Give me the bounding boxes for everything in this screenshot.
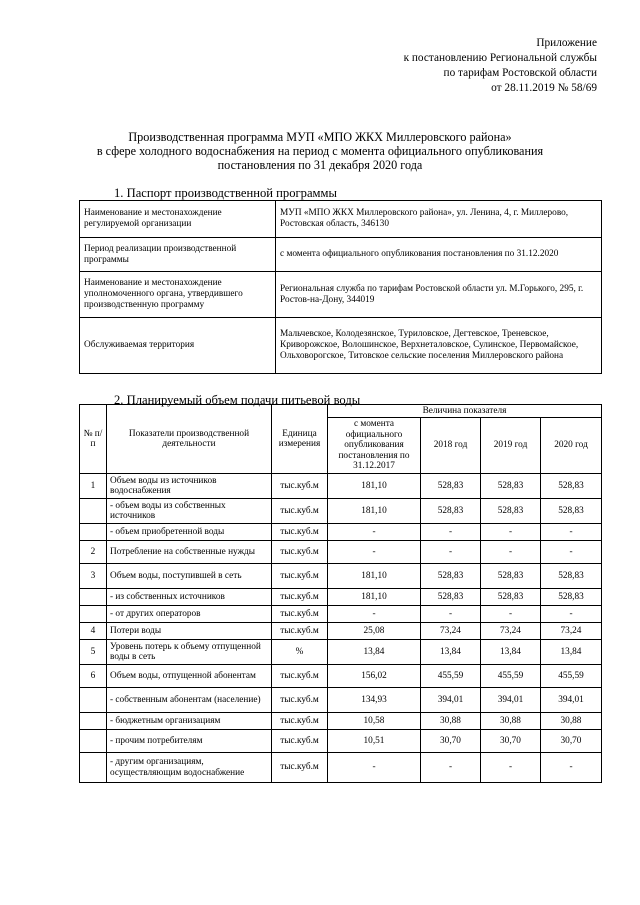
passport-label: Наименование и местонахождение регулируемой организации [80, 201, 276, 238]
row-num: 5 [80, 640, 107, 665]
row-value-2018: 528,83 [421, 589, 481, 606]
row-unit: тыс.куб.м [272, 606, 328, 623]
table-row [80, 730, 602, 753]
passport-row [80, 272, 602, 318]
row-unit: тыс.куб.м [272, 688, 328, 713]
row-value-2020: 528,83 [541, 564, 602, 589]
passport-value: Региональная служба по тарифам Ростовской области ул. М.Горького, 295, г. Ростов-на-Дону, 344019 [276, 272, 602, 318]
table-row [80, 499, 602, 524]
row-num [80, 713, 107, 730]
table-row [80, 606, 602, 623]
appendix-header [404, 36, 597, 96]
table-row [80, 564, 602, 589]
row-value-2020: 30,70 [541, 730, 602, 753]
row-value-2020: 30,88 [541, 713, 602, 730]
row-value-2020: 394,01 [541, 688, 602, 713]
volume-table [79, 404, 602, 783]
table-row [80, 474, 602, 499]
table-row [80, 541, 602, 564]
row-value-2018: 528,83 [421, 474, 481, 499]
row-value-2019: - [481, 524, 541, 541]
table-row [80, 589, 602, 606]
row-unit: тыс.куб.м [272, 753, 328, 783]
row-unit: % [272, 640, 328, 665]
row-indicator: - бюджетным организациям [107, 713, 272, 730]
row-value-2020: - [541, 753, 602, 783]
row-value-2018: - [421, 753, 481, 783]
row-value-2018: 528,83 [421, 499, 481, 524]
row-unit: тыс.куб.м [272, 730, 328, 753]
row-value-2018: - [421, 524, 481, 541]
title-line: постановления по 31 декабря 2020 года [217, 158, 423, 172]
row-indicator: Уровень потерь к объему отпущенной воды в сеть [107, 640, 272, 665]
row-value-period: 25,08 [328, 623, 421, 640]
table-row [80, 665, 602, 688]
table-row [80, 623, 602, 640]
passport-row [80, 201, 602, 238]
row-value-period: 134,93 [328, 688, 421, 713]
row-indicator: Объем воды, отпущенной абонентам [107, 665, 272, 688]
row-value-period: 181,10 [328, 589, 421, 606]
row-unit: тыс.куб.м [272, 713, 328, 730]
row-value-2018: 394,01 [421, 688, 481, 713]
row-num: 3 [80, 564, 107, 589]
title-line: в сфере холодного водоснабжения на период с момента официального опубликования [96, 144, 544, 158]
row-value-period: 181,10 [328, 474, 421, 499]
header-2020: 2020 год [541, 418, 602, 474]
row-num [80, 730, 107, 753]
header-group: Величина показателя [328, 405, 602, 418]
header-2019: 2019 год [481, 418, 541, 474]
row-value-2020: - [541, 541, 602, 564]
row-value-2019: 73,24 [481, 623, 541, 640]
table-row [80, 524, 602, 541]
row-num [80, 589, 107, 606]
row-value-2019: 455,59 [481, 665, 541, 688]
row-value-period: - [328, 524, 421, 541]
row-value-2018: - [421, 541, 481, 564]
document-title [60, 130, 580, 172]
passport-label: Период реализации производственной программы [80, 238, 276, 272]
header-period: с момента официального опубликования постановления по 31.12.2017 [328, 418, 421, 474]
row-value-2019: 528,83 [481, 564, 541, 589]
passport-value: Мальчевское, Колодезянское, Туриловское, Дегтевское, Треневское, Криворожское, Волошинское, Верхнеталовское, Сулинское, Первомайское, Ольховорогское, Титовское сельские поселения Миллеровского района [276, 318, 602, 374]
header-unit: Единица измерения [272, 405, 328, 474]
row-value-2019: 30,70 [481, 730, 541, 753]
row-value-2019: 30,88 [481, 713, 541, 730]
row-indicator: - собственным абонентам (население) [107, 688, 272, 713]
row-value-period: 13,84 [328, 640, 421, 665]
row-value-2020: 528,83 [541, 499, 602, 524]
row-unit: тыс.куб.м [272, 499, 328, 524]
row-value-2018: 30,70 [421, 730, 481, 753]
header-2018: 2018 год [421, 418, 481, 474]
row-value-2019: - [481, 606, 541, 623]
row-value-2018: 455,59 [421, 665, 481, 688]
row-unit: тыс.куб.м [272, 564, 328, 589]
row-num: 6 [80, 665, 107, 688]
row-value-2018: 13,84 [421, 640, 481, 665]
row-num [80, 499, 107, 524]
passport-table [79, 200, 602, 374]
row-unit: тыс.куб.м [272, 474, 328, 499]
row-unit: тыс.куб.м [272, 541, 328, 564]
row-value-2018: 528,83 [421, 564, 481, 589]
row-value-period: - [328, 541, 421, 564]
row-unit: тыс.куб.м [272, 623, 328, 640]
row-value-period: 156,02 [328, 665, 421, 688]
row-indicator: - объем воды из собственных источников [107, 499, 272, 524]
row-value-2020: - [541, 606, 602, 623]
row-value-2019: 528,83 [481, 589, 541, 606]
row-value-period: 10,58 [328, 713, 421, 730]
row-value-2018: 30,88 [421, 713, 481, 730]
row-value-period: 181,10 [328, 564, 421, 589]
row-indicator: Объем воды из источников водоснабжения [107, 474, 272, 499]
row-value-2020: 455,59 [541, 665, 602, 688]
row-value-2020: 13,84 [541, 640, 602, 665]
row-value-2019: - [481, 541, 541, 564]
passport-row [80, 238, 602, 272]
row-value-period: 181,10 [328, 499, 421, 524]
row-num [80, 753, 107, 783]
appendix-line: Приложение [536, 37, 597, 49]
row-value-2020: 528,83 [541, 474, 602, 499]
row-indicator: - от других операторов [107, 606, 272, 623]
row-num [80, 524, 107, 541]
row-value-period: 10,51 [328, 730, 421, 753]
passport-value: с момента официального опубликования постановления по 31.12.2020 [276, 238, 602, 272]
row-indicator: Объем воды, поступившей в сеть [107, 564, 272, 589]
row-value-period: - [328, 753, 421, 783]
row-value-2019: 528,83 [481, 499, 541, 524]
appendix-line: от 28.11.2019 № 58/69 [491, 82, 597, 94]
passport-label: Обслуживаемая территория [80, 318, 276, 374]
row-value-period: - [328, 606, 421, 623]
row-value-2020: 528,83 [541, 589, 602, 606]
table-row [80, 713, 602, 730]
row-value-2020: 73,24 [541, 623, 602, 640]
row-num: 2 [80, 541, 107, 564]
row-num: 4 [80, 623, 107, 640]
row-indicator: Потери воды [107, 623, 272, 640]
passport-label: Наименование и местонахождение уполномоченного органа, утвердившего производственную программу [80, 272, 276, 318]
passport-value: МУП «МПО ЖКХ Миллеровского района», ул. Ленина, 4, г. Миллерово, Ростовская область, 346130 [276, 201, 602, 238]
table-row [80, 688, 602, 713]
row-num: 1 [80, 474, 107, 499]
header-indicator: Показатели производственной деятельности [107, 405, 272, 474]
section2-heading: 2. Планируемый объем подачи питьевой воды [114, 393, 361, 407]
row-value-2019: - [481, 753, 541, 783]
row-value-2019: 394,01 [481, 688, 541, 713]
row-indicator: - объем приобретенной воды [107, 524, 272, 541]
header-num: № п/п [80, 405, 107, 474]
passport-row [80, 318, 602, 374]
row-unit: тыс.куб.м [272, 665, 328, 688]
section1-heading: 1. Паспорт производственной программы [114, 186, 337, 200]
row-value-2020: - [541, 524, 602, 541]
row-unit: тыс.куб.м [272, 524, 328, 541]
row-value-2019: 13,84 [481, 640, 541, 665]
row-num [80, 688, 107, 713]
row-value-2018: - [421, 606, 481, 623]
row-num [80, 606, 107, 623]
table-row [80, 640, 602, 665]
title-line: Производственная программа МУП «МПО ЖКХ Миллеровского района» [128, 130, 512, 144]
row-unit: тыс.куб.м [272, 589, 328, 606]
row-indicator: - другим организациям, осуществляющим водоснабжение [107, 753, 272, 783]
appendix-line: к постановлению Региональной службы [403, 52, 597, 64]
row-indicator: - прочим потребителям [107, 730, 272, 753]
row-value-2019: 528,83 [481, 474, 541, 499]
appendix-line: по тарифам Ростовской области [443, 67, 597, 79]
row-value-2018: 73,24 [421, 623, 481, 640]
table-row [80, 753, 602, 783]
row-indicator: Потребление на собственные нужды [107, 541, 272, 564]
row-indicator: - из собственных источников [107, 589, 272, 606]
